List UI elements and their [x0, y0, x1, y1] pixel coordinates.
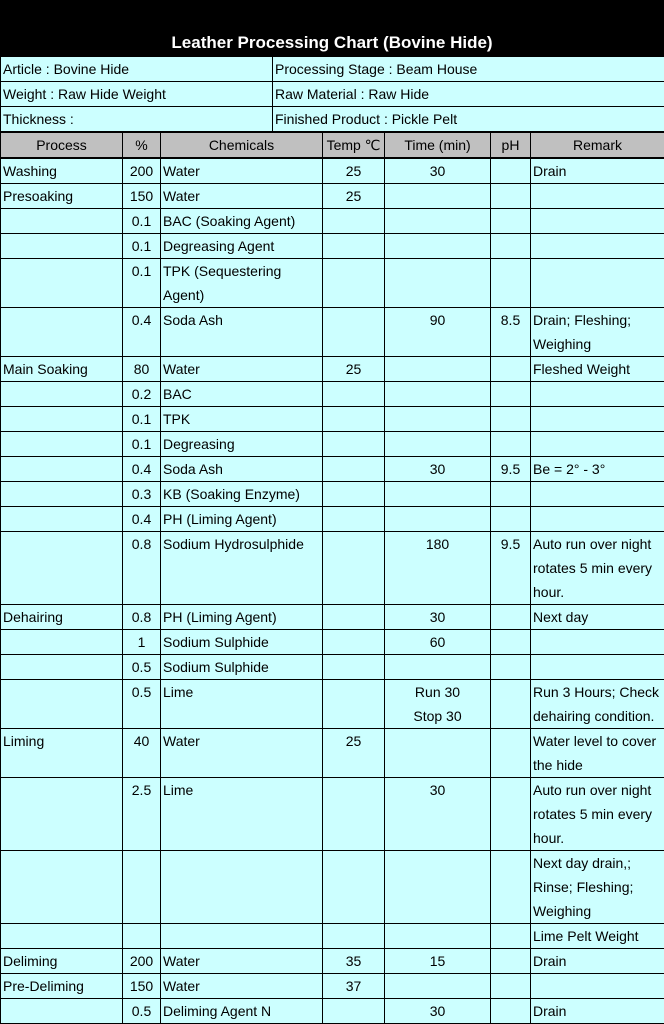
- remark-cell: [531, 507, 664, 532]
- percent-cell: 150: [123, 974, 161, 999]
- header-chemicals: Chemicals: [161, 133, 323, 159]
- finished-product-cell: Finished Product : Pickle Pelt: [273, 107, 664, 132]
- table-row: [1, 184, 664, 209]
- ph-cell: 8.5: [491, 308, 531, 357]
- percent-cell: 0.1: [123, 234, 161, 259]
- table-row: [1, 778, 664, 851]
- table-row: [1, 924, 664, 949]
- percent-cell: [123, 924, 161, 949]
- time-cell: [385, 357, 491, 382]
- chemical-cell: Soda Ash: [161, 308, 323, 357]
- table-row: [1, 974, 664, 999]
- percent-cell: 0.3: [123, 482, 161, 507]
- table-row: [1, 680, 664, 729]
- time-cell: [385, 259, 491, 308]
- percent-cell: 200: [123, 158, 161, 184]
- percent-cell: 0.1: [123, 407, 161, 432]
- process-cell: Pre-Deliming: [1, 974, 123, 999]
- time-cell: [385, 407, 491, 432]
- temp-cell: 25: [323, 357, 385, 382]
- temp-cell: [323, 851, 385, 924]
- chemical-cell: Water: [161, 357, 323, 382]
- temp-cell: [323, 407, 385, 432]
- percent-cell: 150: [123, 184, 161, 209]
- ph-cell: [491, 184, 531, 209]
- time-cell: [385, 851, 491, 924]
- ph-cell: [491, 999, 531, 1024]
- header-remark: Remark: [531, 133, 664, 159]
- process-cell: [1, 382, 123, 407]
- process-cell: [1, 507, 123, 532]
- time-cell: [385, 974, 491, 999]
- time-cell: [385, 924, 491, 949]
- table-row: [1, 851, 664, 924]
- process-chart-table: [0, 132, 664, 1024]
- process-cell: [1, 209, 123, 234]
- percent-cell: 0.1: [123, 432, 161, 457]
- percent-cell: 2.5: [123, 778, 161, 851]
- temp-cell: 37: [323, 974, 385, 999]
- page-title: Leather Processing Chart (Bovine Hide): [0, 0, 664, 56]
- remark-cell: [531, 382, 664, 407]
- time-cell: 30: [385, 605, 491, 630]
- header-time: Time (min): [385, 133, 491, 159]
- ph-cell: [491, 605, 531, 630]
- temp-cell: [323, 432, 385, 457]
- remark-cell: [531, 407, 664, 432]
- process-cell: [1, 532, 123, 605]
- chemical-cell: BAC (Soaking Agent): [161, 209, 323, 234]
- ph-cell: 9.5: [491, 457, 531, 482]
- chemical-cell: Degreasing Agent: [161, 234, 323, 259]
- temp-cell: [323, 507, 385, 532]
- temp-cell: 25: [323, 184, 385, 209]
- table-row: [1, 457, 664, 482]
- process-cell: [1, 457, 123, 482]
- process-cell: Dehairing: [1, 605, 123, 630]
- temp-cell: [323, 778, 385, 851]
- remark-cell: Drain: [531, 949, 664, 974]
- temp-cell: 35: [323, 949, 385, 974]
- percent-cell: 0.4: [123, 457, 161, 482]
- processing-stage-cell: Processing Stage : Beam House: [273, 57, 664, 82]
- table-row: [1, 407, 664, 432]
- ph-cell: [491, 630, 531, 655]
- percent-cell: 0.4: [123, 308, 161, 357]
- ph-cell: [491, 357, 531, 382]
- chemical-cell: Sodium Hydrosulphide: [161, 532, 323, 605]
- ph-cell: [491, 234, 531, 259]
- time-cell: [385, 382, 491, 407]
- percent-cell: 0.5: [123, 999, 161, 1024]
- process-cell: [1, 482, 123, 507]
- temp-cell: [323, 382, 385, 407]
- article-cell: Article : Bovine Hide: [1, 57, 273, 82]
- temp-cell: [323, 259, 385, 308]
- info-table: [0, 56, 664, 132]
- time-cell: Run 30 Stop 30: [385, 680, 491, 729]
- process-cell: Liming: [1, 729, 123, 778]
- remark-cell: Run 3 Hours; Check dehairing condition.: [531, 680, 664, 729]
- temp-cell: [323, 605, 385, 630]
- remark-cell: [531, 259, 664, 308]
- chemical-cell: Deliming Agent N: [161, 999, 323, 1024]
- chemical-cell: Water: [161, 158, 323, 184]
- table-row: [1, 482, 664, 507]
- percent-cell: [123, 851, 161, 924]
- temp-cell: 25: [323, 158, 385, 184]
- chemical-cell: Soda Ash: [161, 457, 323, 482]
- table-row: [1, 209, 664, 234]
- remark-cell: Lime Pelt Weight: [531, 924, 664, 949]
- temp-cell: [323, 482, 385, 507]
- ph-cell: [491, 851, 531, 924]
- table-row: [1, 999, 664, 1024]
- process-cell: Presoaking: [1, 184, 123, 209]
- table-row: [1, 630, 664, 655]
- time-cell: 180: [385, 532, 491, 605]
- remark-cell: Water level to cover the hide: [531, 729, 664, 778]
- ph-cell: [491, 158, 531, 184]
- ph-cell: [491, 778, 531, 851]
- temp-cell: [323, 924, 385, 949]
- ph-cell: [491, 924, 531, 949]
- header-row: [1, 133, 664, 159]
- time-cell: 30: [385, 778, 491, 851]
- process-cell: [1, 655, 123, 680]
- ph-cell: [491, 974, 531, 999]
- ph-cell: [491, 432, 531, 457]
- table-row: [1, 605, 664, 630]
- process-cell: [1, 924, 123, 949]
- process-cell: [1, 851, 123, 924]
- time-cell: 30: [385, 457, 491, 482]
- time-cell: 15: [385, 949, 491, 974]
- process-cell: [1, 778, 123, 851]
- remark-cell: [531, 209, 664, 234]
- temp-cell: [323, 457, 385, 482]
- table-row: [1, 432, 664, 457]
- ph-cell: [491, 729, 531, 778]
- time-cell: [385, 482, 491, 507]
- raw-material-cell: Raw Material : Raw Hide: [273, 82, 664, 107]
- percent-cell: 0.1: [123, 209, 161, 234]
- percent-cell: 40: [123, 729, 161, 778]
- remark-cell: [531, 234, 664, 259]
- percent-cell: 0.8: [123, 532, 161, 605]
- time-cell: [385, 234, 491, 259]
- remark-cell: [531, 974, 664, 999]
- ph-cell: [491, 259, 531, 308]
- chemical-cell: TPK (Sequestering Agent): [161, 259, 323, 308]
- table-row: [1, 234, 664, 259]
- time-cell: 60: [385, 630, 491, 655]
- remark-cell: Be = 2° - 3°: [531, 457, 664, 482]
- percent-cell: 0.4: [123, 507, 161, 532]
- process-cell: [1, 680, 123, 729]
- ph-cell: [491, 949, 531, 974]
- chemical-cell: Water: [161, 949, 323, 974]
- time-cell: [385, 729, 491, 778]
- header-temp: Temp ℃: [323, 133, 385, 159]
- process-cell: [1, 999, 123, 1024]
- remark-cell: [531, 630, 664, 655]
- process-cell: Main Soaking: [1, 357, 123, 382]
- remark-cell: Drain; Fleshing; Weighing: [531, 308, 664, 357]
- table-row: [1, 357, 664, 382]
- table-row: [1, 949, 664, 974]
- process-cell: [1, 308, 123, 357]
- ph-cell: [491, 407, 531, 432]
- remark-cell: Next day: [531, 605, 664, 630]
- process-cell: [1, 407, 123, 432]
- temp-cell: [323, 630, 385, 655]
- process-cell: [1, 234, 123, 259]
- temp-cell: 25: [323, 729, 385, 778]
- header-process: Process: [1, 133, 123, 159]
- chemical-cell: PH (Liming Agent): [161, 507, 323, 532]
- percent-cell: 0.5: [123, 655, 161, 680]
- ph-cell: [491, 209, 531, 234]
- table-row: [1, 507, 664, 532]
- ph-cell: [491, 382, 531, 407]
- ph-cell: [491, 507, 531, 532]
- temp-cell: [323, 655, 385, 680]
- chemical-cell: [161, 924, 323, 949]
- remark-cell: [531, 432, 664, 457]
- chemical-cell: Degreasing: [161, 432, 323, 457]
- percent-cell: 80: [123, 357, 161, 382]
- chemical-cell: KB (Soaking Enzyme): [161, 482, 323, 507]
- temp-cell: [323, 680, 385, 729]
- chemical-cell: Water: [161, 729, 323, 778]
- time-cell: 30: [385, 999, 491, 1024]
- time-cell: [385, 432, 491, 457]
- temp-cell: [323, 308, 385, 357]
- time-cell: 30: [385, 158, 491, 184]
- time-cell: [385, 184, 491, 209]
- table-row: [1, 382, 664, 407]
- table-row: [1, 532, 664, 605]
- percent-cell: 200: [123, 949, 161, 974]
- thickness-cell: Thickness :: [1, 107, 273, 132]
- time-cell: [385, 655, 491, 680]
- table-row: [1, 259, 664, 308]
- header-ph: pH: [491, 133, 531, 159]
- remark-cell: [531, 482, 664, 507]
- remark-cell: Drain: [531, 999, 664, 1024]
- chemical-cell: PH (Liming Agent): [161, 605, 323, 630]
- remark-cell: Fleshed Weight: [531, 357, 664, 382]
- temp-cell: [323, 234, 385, 259]
- ph-cell: [491, 680, 531, 729]
- process-cell: [1, 630, 123, 655]
- chemical-cell: Lime: [161, 680, 323, 729]
- temp-cell: [323, 532, 385, 605]
- chemical-cell: BAC: [161, 382, 323, 407]
- table-row: [1, 655, 664, 680]
- weight-cell: Weight : Raw Hide Weight: [1, 82, 273, 107]
- time-cell: 90: [385, 308, 491, 357]
- ph-cell: [491, 655, 531, 680]
- ph-cell: [491, 482, 531, 507]
- remark-cell: Auto run over night rotates 5 min every hour.: [531, 778, 664, 851]
- remark-cell: Next day drain,; Rinse; Fleshing; Weighing: [531, 851, 664, 924]
- remark-cell: Drain: [531, 158, 664, 184]
- header-percent: %: [123, 133, 161, 159]
- chemical-cell: Sodium Sulphide: [161, 655, 323, 680]
- ph-cell: 9.5: [491, 532, 531, 605]
- process-cell: Washing: [1, 158, 123, 184]
- chemical-cell: TPK: [161, 407, 323, 432]
- process-cell: [1, 432, 123, 457]
- temp-cell: [323, 209, 385, 234]
- chemical-cell: Lime: [161, 778, 323, 851]
- table-row: [1, 729, 664, 778]
- chemical-cell: Water: [161, 974, 323, 999]
- process-cell: Deliming: [1, 949, 123, 974]
- table-row: [1, 158, 664, 184]
- percent-cell: 0.2: [123, 382, 161, 407]
- percent-cell: 0.1: [123, 259, 161, 308]
- time-cell: [385, 209, 491, 234]
- percent-cell: 0.8: [123, 605, 161, 630]
- remark-cell: Auto run over night rotates 5 min every hour.: [531, 532, 664, 605]
- table-row: [1, 308, 664, 357]
- temp-cell: [323, 999, 385, 1024]
- percent-cell: 0.5: [123, 680, 161, 729]
- process-cell: [1, 259, 123, 308]
- remark-cell: [531, 655, 664, 680]
- remark-cell: [531, 184, 664, 209]
- chemical-cell: [161, 851, 323, 924]
- time-cell: [385, 507, 491, 532]
- chemical-cell: Water: [161, 184, 323, 209]
- percent-cell: 1: [123, 630, 161, 655]
- chemical-cell: Sodium Sulphide: [161, 630, 323, 655]
